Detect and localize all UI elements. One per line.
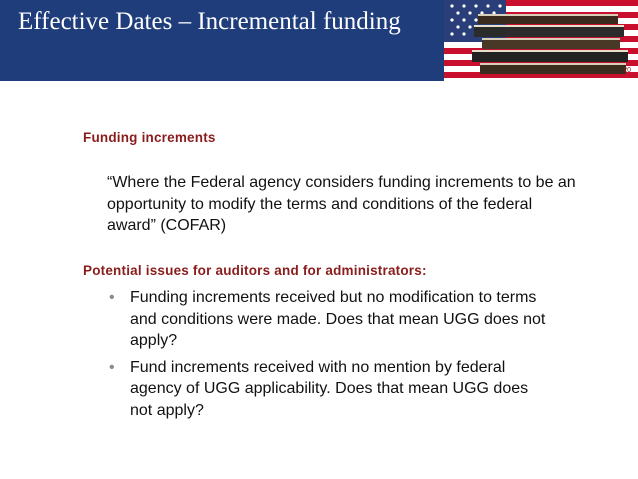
section-heading-funding-increments: Funding increments (83, 130, 216, 145)
section-heading-potential-issues: Potential issues for auditors and for administrators: (83, 263, 427, 278)
american-flag-books-photo (444, 0, 638, 81)
bullet-dot-icon: • (109, 289, 115, 306)
bullet-dot-icon: • (109, 358, 115, 376)
issues-bullet-list (107, 287, 547, 426)
list-item (107, 357, 547, 422)
bullet-text: Funding increments received but no modification to terms and conditions were made. Does that mean UGG does not apply? (130, 289, 546, 349)
list-item (107, 287, 547, 352)
slide-title: Effective Dates – Incremental funding (18, 8, 401, 35)
slide-number: 20 (623, 67, 631, 74)
bullet-text: Fund increments received with no mention by federal agency of UGG applicability. Does that mean UGG does not apply? (130, 358, 529, 419)
flag-books-illustration (444, 0, 638, 81)
slide-header (0, 0, 638, 81)
cofar-quote: “Where the Federal agency considers funding increments to be an opportunity to modify the terms and conditions of the federal award” (COFAR) (107, 174, 576, 234)
